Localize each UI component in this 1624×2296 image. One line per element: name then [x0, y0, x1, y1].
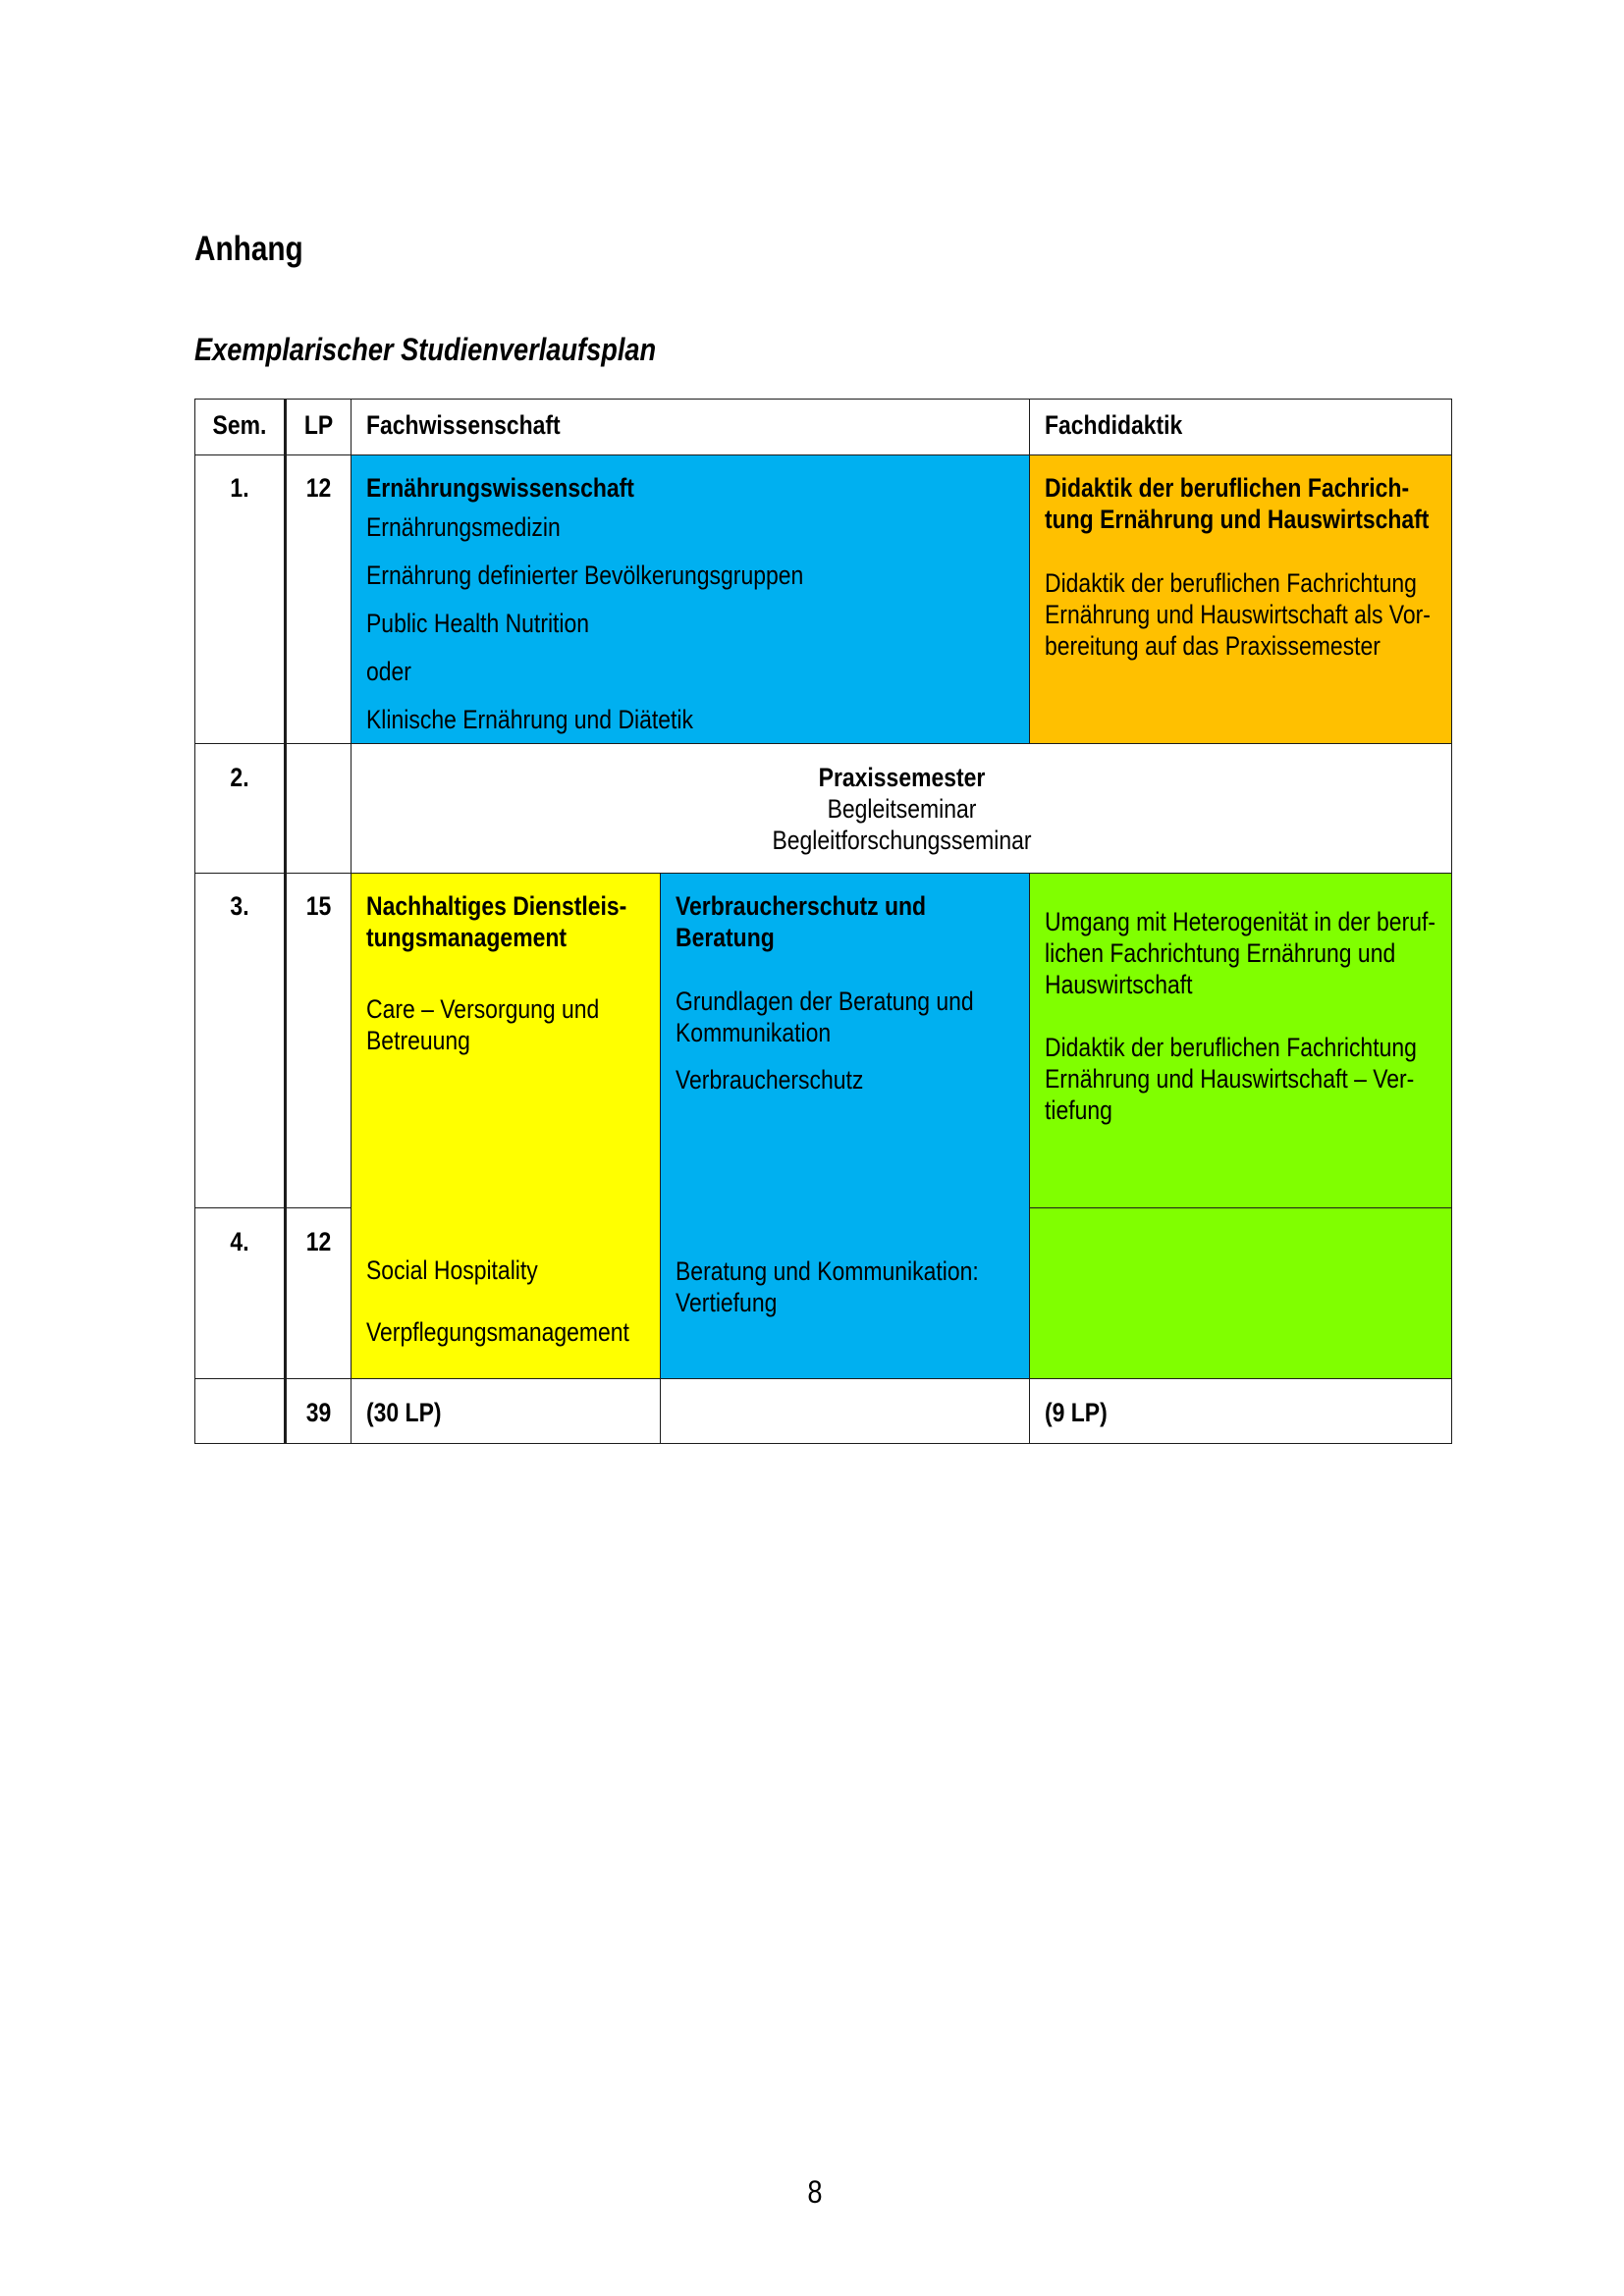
module-text-line: bereitung auf das Praxissemester: [1045, 631, 1380, 661]
module-text-line: Ernährung und Hauswirtschaft – Ver-: [1045, 1064, 1415, 1094]
semester-3-sem-cell: [194, 873, 284, 1207]
semester-3-fachdidaktik-cell: [1029, 873, 1452, 1207]
totals-middle-cell: [660, 1378, 1029, 1444]
module-title-line: tungsmanagement: [366, 923, 568, 952]
semester-number: 1.: [230, 473, 249, 503]
credit-points: 12: [305, 473, 332, 503]
module-title-line: Nachhaltiges Dienstleis-: [366, 891, 627, 921]
semester-number: 3.: [230, 891, 249, 921]
module-item: Ernährung definierter Bevölkerungsgruppen: [366, 561, 804, 590]
module-item: Verbraucherschutz: [676, 1065, 864, 1095]
module-title-line: Beratung: [676, 923, 775, 952]
module-text-line: Care – Versorgung und: [366, 994, 600, 1024]
module-text-line: Umgang mit Heterogenität in der beruf-: [1045, 907, 1435, 936]
semester-2-lp-cell: [284, 743, 351, 873]
praxissemester-item: Begleitforschungsseminar: [772, 826, 1032, 855]
module-text-line: Grundlagen der Beratung und: [676, 987, 974, 1016]
module-title-line: Didaktik der beruflichen Fachrich-: [1045, 473, 1410, 503]
header-sem-cell: [194, 399, 284, 454]
semester-4-sem-cell: [194, 1207, 284, 1378]
semester-2-sem-cell: [194, 743, 284, 873]
total-credit-points: 39: [305, 1398, 332, 1427]
study-plan-table: [194, 399, 1452, 1444]
total-fachdidaktik: (9 LP): [1045, 1398, 1108, 1427]
semester-4-lp-cell: [284, 1207, 351, 1378]
header-fachwissenschaft-cell: [351, 399, 1029, 454]
module-text-line: Didaktik der beruflichen Fachrichtung: [1045, 1033, 1417, 1062]
header-fachdidaktik-cell: [1029, 399, 1452, 454]
page-number: 8: [807, 2174, 823, 2210]
module-item: Social Hospitality: [366, 1255, 538, 1285]
totals-fachdidaktik-cell: [1029, 1378, 1452, 1444]
totals-lp-cell: [284, 1378, 351, 1444]
module-item: Public Health Nutrition: [366, 609, 590, 638]
semester-1-sem-cell: [194, 454, 284, 743]
semester-2-praxissemester-cell: [351, 743, 1452, 873]
module-item: Verpflegungsmanagement: [366, 1317, 629, 1347]
appendix-heading: Anhang: [194, 230, 303, 268]
header-lp-cell: [284, 399, 351, 454]
module-text-line: Ernährung und Hauswirtschaft als Vor-: [1045, 600, 1431, 629]
totals-fachwissenschaft-cell: [351, 1378, 660, 1444]
module-item: Ernährungsmedizin: [366, 512, 561, 542]
semester-4-fachdidaktik-cell: [1029, 1207, 1452, 1378]
semester-number: 2.: [230, 763, 249, 792]
semester-1-fachwissenschaft-cell: [351, 454, 1029, 743]
praxissemester-title: Praxissemester: [818, 763, 986, 792]
module-title-line: tung Ernährung und Hauswirtschaft: [1045, 505, 1430, 534]
module-item: Klinische Ernährung und Diätetik: [366, 705, 693, 734]
semester-1-lp-cell: [284, 454, 351, 743]
module-text-line: Didaktik der beruflichen Fachrichtung: [1045, 568, 1417, 598]
semester-3-lp-cell: [284, 873, 351, 1207]
module-text-line: Kommunikation: [676, 1018, 832, 1047]
semester-1-fachdidaktik-cell: [1029, 454, 1452, 743]
dienstleistungsmanagement-cell: [351, 873, 660, 1378]
totals-sem-cell: [194, 1378, 284, 1444]
module-text-line: tiefung: [1045, 1095, 1112, 1125]
semester-number: 4.: [230, 1227, 249, 1256]
credit-points: 12: [305, 1227, 332, 1256]
credit-points: 15: [305, 891, 332, 921]
praxissemester-item: Begleitseminar: [827, 794, 977, 824]
module-text-line: Betreuung: [366, 1026, 470, 1055]
module-title-line: Verbraucherschutz und: [676, 891, 927, 921]
header-sem: Sem.: [212, 410, 267, 440]
header-fachwissenschaft: Fachwissenschaft: [366, 410, 561, 440]
module-item: oder: [366, 657, 411, 686]
module-title: Ernährungswissenschaft: [366, 473, 634, 503]
module-text-line: Beratung und Kommunikation:: [676, 1256, 979, 1286]
module-text-line: Hauswirtschaft: [1045, 970, 1193, 999]
header-lp: LP: [303, 410, 334, 440]
total-fachwissenschaft: (30 LP): [366, 1398, 442, 1427]
header-fachdidaktik: Fachdidaktik: [1045, 410, 1183, 440]
study-plan-title: Exemplarischer Studienverlaufsplan: [194, 332, 657, 367]
module-text-line: lichen Fachrichtung Ernährung und: [1045, 938, 1396, 968]
verbraucherschutz-cell: [660, 873, 1029, 1378]
module-text-line: Vertiefung: [676, 1288, 778, 1317]
